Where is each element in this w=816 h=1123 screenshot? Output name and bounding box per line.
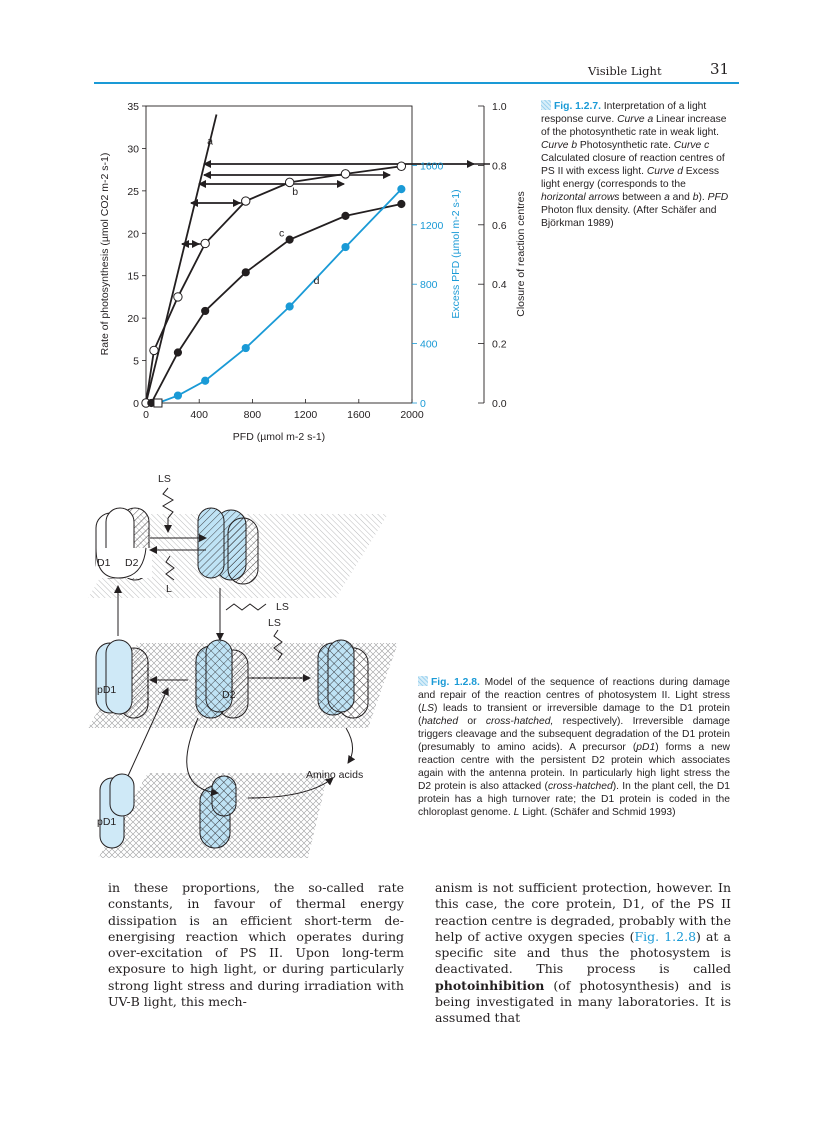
ls-mid-label: LS (276, 601, 289, 613)
series-b-line (146, 166, 401, 403)
y-left-tick-label: 0 (133, 398, 139, 410)
y-mid-tick-label: 1600 (420, 160, 444, 173)
reaction-centre-irreversible-damage (196, 640, 248, 718)
series-b-point (201, 239, 209, 247)
amino-acids-label: Amino acids (306, 769, 364, 781)
series-d-point (398, 186, 405, 193)
y-left-tick-label: 20 (127, 313, 139, 326)
x-tick-label: 1600 (347, 409, 371, 421)
y-right-axis-label: Closure of reaction centres (515, 191, 527, 317)
series-a-label: a (207, 135, 214, 148)
y-left-tick-label: 25 (127, 185, 139, 198)
caption-label: Fig. 1.2.7. (554, 101, 601, 112)
series-b-label: b (292, 186, 299, 199)
y-right-tick-label: 0.8 (492, 160, 507, 173)
y-left-tick-label: 5 (133, 355, 139, 368)
figure-xref-link[interactable]: Fig. 1.2.8 (634, 928, 697, 944)
series-d-point (174, 392, 181, 399)
d1-repair-cycle-diagram (88, 468, 418, 863)
y-left-tick-label: 15 (127, 270, 139, 283)
reaction-centre-d2-attacked (318, 640, 368, 718)
series-c-point (286, 236, 293, 243)
caption-marker-icon (418, 676, 428, 686)
y-mid-tick-label: 1200 (420, 219, 444, 232)
origin-square-marker (154, 399, 162, 407)
series-b-point (174, 293, 182, 301)
ls-top-label: LS (158, 473, 171, 485)
series-c-line (151, 204, 401, 403)
d2-label: D2 (125, 557, 139, 569)
series-d-point (242, 344, 249, 351)
running-head: Visible Light (588, 64, 662, 78)
series-a-line (146, 114, 216, 403)
pd1-label: pD1 (97, 684, 117, 696)
y-left-tick-label: 30 (127, 143, 139, 156)
series-d-label: d (313, 275, 320, 288)
header-rule (94, 82, 739, 84)
body-text-left-column: in these proportions, the so-called rate constants, in favour of thermal energy dissipation is an efficient short-term de-energising reaction which operates during over-excitation of PS II. Upon long-term exposure to high light, or during particularly strong light stress and during irradiation with UV-B light, this mech- (108, 880, 404, 1010)
figure-1-2-7-caption (541, 100, 731, 230)
y-mid-tick-label: 0 (420, 398, 426, 410)
series-c-label: c (279, 227, 285, 240)
caption-marker-icon (541, 100, 551, 110)
y-left-axis-label: Rate of photosynthesis (µmol CO2 m-2 s-1) (99, 152, 111, 356)
y-left-tick-label: 35 (127, 101, 139, 113)
precursor-complex-pd1 (96, 640, 148, 718)
y-left-tick-label: 20 (127, 228, 139, 241)
series-b-point (150, 346, 158, 354)
ls-mid2-label: LS (268, 617, 281, 629)
x-axis-label: PFD (µmol m-2 s-1) (232, 431, 326, 443)
series-d-line (158, 189, 401, 403)
figure-1-2-8-caption (418, 676, 730, 820)
series-d-point (342, 243, 349, 250)
series-b-point (341, 170, 349, 178)
light-label: L (166, 583, 172, 595)
series-c-point (202, 307, 209, 314)
series-c-point (342, 212, 349, 219)
reaction-centre-intact (96, 508, 152, 580)
y-right-tick-label: 1.0 (492, 101, 507, 113)
y-mid-tick-label: 400 (420, 338, 438, 351)
x-tick-label: 400 (190, 409, 208, 421)
pd1-bottom-label: pD1 (97, 816, 117, 828)
body-text-right-column: anism is not sufficient protection, however. In this case, the core protein, D1, of the PS II reaction centre is degraded, probably with the help of active oxygen species (Fig. 1.2.8) at a specific site and thus the photosystem is deactivated. This process is called photoinhibition (of photosynthesis) and is being investigated in many laboratories. It is assumed that (435, 880, 731, 1026)
series-c-point (242, 269, 249, 276)
x-tick-label: 2000 (400, 409, 424, 421)
y-right-tick-label: 0.4 (492, 279, 507, 292)
y-mid-axis-label: Excess PFD (µmol m-2 s-1) (450, 189, 462, 319)
series-d-point (202, 377, 209, 384)
caption-label: Fig. 1.2.8. (431, 677, 480, 688)
reaction-centre-transient-damage (198, 508, 258, 584)
series-c-point (398, 200, 405, 207)
series-b-point (397, 162, 405, 170)
light-response-chart (94, 96, 534, 446)
x-tick-label: 0 (143, 409, 149, 421)
series-b-point (242, 197, 250, 205)
caption-text: Model of the sequence of reactions during damage and repair of the reaction centres of photosystem II. Light stress (LS) leads to transient or irreversible damage to the D1 protein (hatched or cross-hatched, respectively). Irreversible damage triggers cleavage and the subsequent degradation of the D1 protein (presumably to amino acids). A precursor (pD1) forms a new reaction centre with the persistent D2 protein which associates again with the antenna protein. In particularly high light stress the D2 protein is also attacked (cross-hatched). In the plant cell, the D1 protein has a high turnover rate; the D1 protein is coded in the chloroplast genome. L Light. (Schäfer and Schmid 1993) (418, 677, 730, 819)
y-right-tick-label: 0.0 (492, 398, 507, 410)
d1-label: D1 (97, 557, 111, 569)
series-c-point (174, 349, 181, 356)
d2-damaged-label: D2 (222, 689, 236, 701)
y-mid-tick-label: 800 (420, 279, 438, 292)
series-d-point (286, 303, 293, 310)
x-tick-label: 1200 (293, 409, 318, 421)
page-number: 31 (710, 60, 730, 78)
plot-frame (146, 106, 412, 403)
x-tick-label: 800 (243, 409, 262, 421)
y-right-tick-label: 0.2 (492, 338, 507, 351)
caption-text: Interpretation of a light response curve. Curve a Linear increase of the photosynthetic rate in weak light. Curve b Photosynthetic rate. Curve c Calculated closure of reaction centres of PS II with excess light. Curve d Excess light energy (corresponds to the horizontal arrows between a and b). PFD Photon flux density. (After Schäfer and Björkman 1989) (541, 101, 729, 230)
y-right-tick-label: 0.6 (492, 219, 507, 232)
